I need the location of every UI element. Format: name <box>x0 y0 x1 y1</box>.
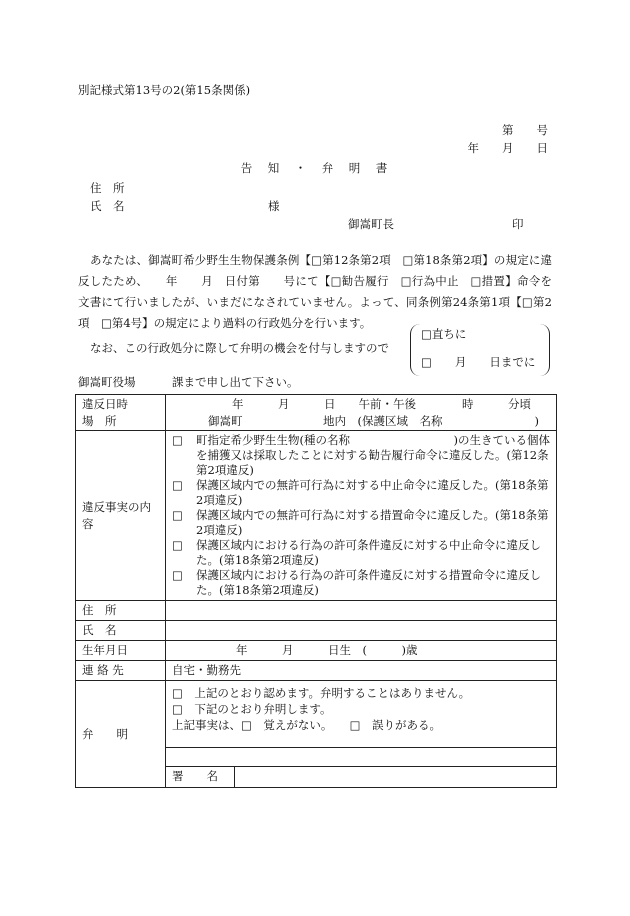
dob-label: 生年月日 <box>76 641 166 661</box>
table-row <box>76 681 557 788</box>
form-number-label: 別記様式第13号の2(第15条関係) <box>78 83 251 97</box>
fact-item[interactable] <box>172 538 550 568</box>
plea-area <box>166 681 557 788</box>
table-row <box>76 395 557 431</box>
date-time-value[interactable]: 年 月 日 午前・午後 時 分頃 <box>232 397 531 411</box>
fact-item[interactable] <box>172 478 550 508</box>
plea-option-dispute[interactable]: 上記事実は、□ 覚えがない。 □ 誤りがある。 <box>172 718 441 733</box>
fact-text: 保護区域内における行為の許可条件違反に対する措置命令に違反した。(第18条第2項違反) <box>196 568 541 598</box>
dob-field[interactable]: 年 月 日生 ( )歳 <box>166 641 557 661</box>
plea-text-line[interactable] <box>166 747 556 766</box>
document-number-line: 第 号 <box>502 123 548 137</box>
fact-item[interactable] <box>172 433 550 478</box>
option-immediately[interactable]: □直ちに <box>421 327 467 341</box>
address-field[interactable] <box>166 601 557 621</box>
plea-label: 弁 明 <box>76 681 166 788</box>
facts-list <box>166 431 557 601</box>
table-row <box>76 601 557 621</box>
table-row <box>76 431 557 601</box>
honorific: 様 <box>268 199 280 213</box>
option-by-date[interactable]: □ 月 日までに <box>421 355 536 369</box>
seal-mark: 印 <box>512 217 524 231</box>
checkbox[interactable]: □ <box>172 478 183 493</box>
checkbox[interactable]: □ <box>172 538 183 553</box>
office-name: 御嵩町役場 <box>78 375 136 389</box>
checkbox[interactable]: □ <box>172 508 183 523</box>
signature-field[interactable] <box>235 767 556 787</box>
office-instruction: 課まで申し出て下さい。 <box>172 375 299 389</box>
fact-text: 保護区域内における行為の許可条件違反に対する中止命令に違反した。(第18条第2項違反) <box>196 538 541 568</box>
plea-option-explain[interactable]: □ 下記のとおり弁明します。 <box>172 702 332 717</box>
fact-item[interactable] <box>172 508 550 538</box>
row-value <box>166 395 557 431</box>
recipient-address-label: 住 所 <box>90 181 125 195</box>
fact-item[interactable] <box>172 568 550 598</box>
table-row <box>76 641 557 661</box>
page-title: 告 知 ・ 弁 明 書 <box>240 161 390 175</box>
main-paragraph: あなたは、御嵩町希少野生生物保護条例【□第12条第2項 □第18条第2項】の規定に違反したため、 年 月 日付第 号にて【□勧告履行 □行為中止 □措置】命令を文書にて行いましたが、いまだになされていません。よって、同条例第24条第1項【□第2項 □第4号】の規定により過料の行政処分を行います。 <box>78 253 552 330</box>
fact-text: 町指定希少野生生物(種の名称 )の生きている個体を捕獲又は採取したことに対する勧告履行命令に違反した。(第12条第2項違反) <box>196 433 550 478</box>
fact-text: 保護区域内での無許可行為に対する中止命令に違反した。(第18条第2項違反) <box>196 478 549 508</box>
contact-field[interactable]: 自宅・勤務先 <box>166 661 557 681</box>
contact-label: 連 絡 先 <box>76 661 166 681</box>
violation-table <box>75 394 557 788</box>
checkbox[interactable]: □ <box>172 433 183 448</box>
place-value[interactable]: 御嵩町 地内 (保護区域 名称 ) <box>208 413 539 428</box>
signature-row <box>166 766 556 787</box>
hearing-notice: なお、この行政処分に際して弁明の機会を付与しますので <box>90 341 389 355</box>
issuer: 御嵩町長 <box>348 217 394 231</box>
signature-label: 署 名 <box>166 767 235 787</box>
address-label: 住 所 <box>76 601 166 621</box>
row-label <box>76 395 166 431</box>
table-row <box>76 661 557 681</box>
place-label: 場 所 <box>82 413 117 428</box>
deadline-options <box>410 324 550 376</box>
checkbox[interactable]: □ <box>172 568 183 583</box>
name-label: 氏 名 <box>76 621 166 641</box>
document-date-line: 年 月 日 <box>467 141 548 155</box>
table-row <box>76 621 557 641</box>
fact-text: 保護区域内での無許可行為に対する措置命令に違反した。(第18条第2項違反) <box>196 508 549 538</box>
recipient-name-label: 氏 名 <box>90 199 125 213</box>
plea-option-accept[interactable]: □ 上記のとおり認めます。弁明することはありません。 <box>172 686 471 701</box>
facts-label: 違反事実の内容 <box>76 431 166 601</box>
name-field[interactable] <box>166 621 557 641</box>
date-time-label: 違反日時 <box>82 397 128 411</box>
